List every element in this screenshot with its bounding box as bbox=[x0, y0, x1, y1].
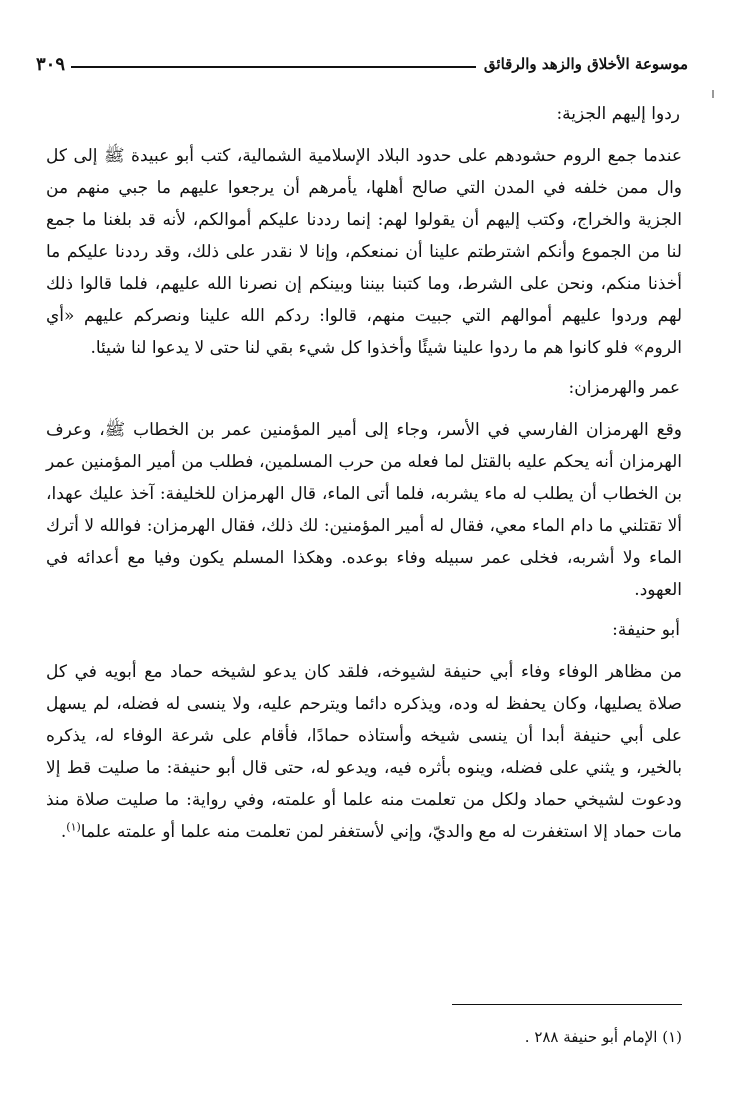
footnote: (١) الإمام أبو حنيفة ٢٨٨ . bbox=[524, 1028, 682, 1046]
section-abu-hanifa bbox=[46, 616, 682, 848]
running-title: موسوعة الأخلاق والزهد والرقائق bbox=[483, 55, 688, 73]
section-heading: عمر والهرمزان: bbox=[568, 378, 680, 398]
section-heading: أبو حنيفة: bbox=[612, 620, 680, 640]
footnote-reference[interactable]: (١) bbox=[66, 820, 81, 834]
paragraph bbox=[46, 656, 682, 848]
paragraph: وقع الهرمزان الفارسي في الأسر، وجاء إلى أمير المؤمنين عمر بن الخطاب ﷺ، وعرف الهرمزان أنه يحكم عليه بالقتل لما فعله من حرب المسلمين، فطلب من أمير المؤمنين عمر بن الخطاب أن يطلب له ماء يشربه، فلما أتى الماء، قال الهرمزان للخليفة: آخذ عليك عهدا، ألا تقتلني ما دام الماء معي، فقال له أمير المؤمنين: لك ذلك، فقال الهرمزان: فوالله لا أترك الماء ولا أشربه، فخلى عمر سبيله وفاء بوعده. وهكذا المسلم يكون وفيا مع أعدائه في العهود. bbox=[46, 420, 682, 600]
margin-mark bbox=[712, 90, 714, 98]
header-rule bbox=[71, 66, 476, 68]
footnote-separator bbox=[452, 1004, 682, 1005]
page-number: ٣٠٩ bbox=[36, 53, 66, 75]
page-header bbox=[36, 50, 688, 78]
paragraph: عندما جمع الروم حشودهم على حدود البلاد الإسلامية الشمالية، كتب أبو عبيدة ﷺ إلى كل وال ممن خلفه في المدن التي صالح أهلها، يأمرهم أن يرجعوا عليهم ما جبي منهم من الجزية والخراج، وكتب إليهم أن يقولوا لهم: إنما رددنا عليكم أموالكم، لأنه قد بلغنا ما جمع لنا من الجموع وأنكم اشترطتم علينا أن نمنعكم، وإنا لا نقدر على ذلك، وقد رددنا عليكم ما أخذنا منكم، ونحن على الشرط، وما كتبنا بيننا وبينكم إن نصرنا الله عليهم، فلما قالوا ذلك لهم وردوا عليهم أموالهم التي جبيت منهم، قالوا: ردكم الله علينا ونصركم عليهم «أي الروم» فلو كانوا هم ما ردوا علينا شيئًا وأخذوا كل شيء بقي لنا حتى لا يدعوا لنا شيئا. bbox=[46, 146, 682, 358]
paragraph-end: . bbox=[60, 822, 67, 842]
section-jizya bbox=[46, 100, 682, 364]
section-heading: ردوا إليهم الجزية: bbox=[556, 104, 680, 124]
paragraph-text: من مظاهر الوفاء وفاء أبي حنيفة لشيوخه، فلقد كان يدعو لشيخه حماد مع أبويه في كل صلاة يصليها، وكان يحفظ له وده، ويذكره دائما ويترحم عليه، ولا ينسى له فضله، لم يسهل على أبي حنيفة أبدا أن ينسى شيخه وأستاذه حمادًا، فأقام على شرعة الوفاء له، يذكره بالخير، و يثني على فضله، وينوه بأثره فيه، ويدعو له، حتى قال أبو حنيفة: ما صليت قط إلا ودعوت لشيخي حماد ولكل من تعلمت منه علما أو علمته، وفي رواية: ما صليت صلاة منذ مات حماد إلا استغفرت له مع والديّ، وإني لأستغفر لمن تعلمت منه علما أو علمته علما bbox=[46, 662, 682, 842]
section-umar-hormuzan bbox=[46, 374, 682, 606]
page-body bbox=[46, 100, 682, 858]
